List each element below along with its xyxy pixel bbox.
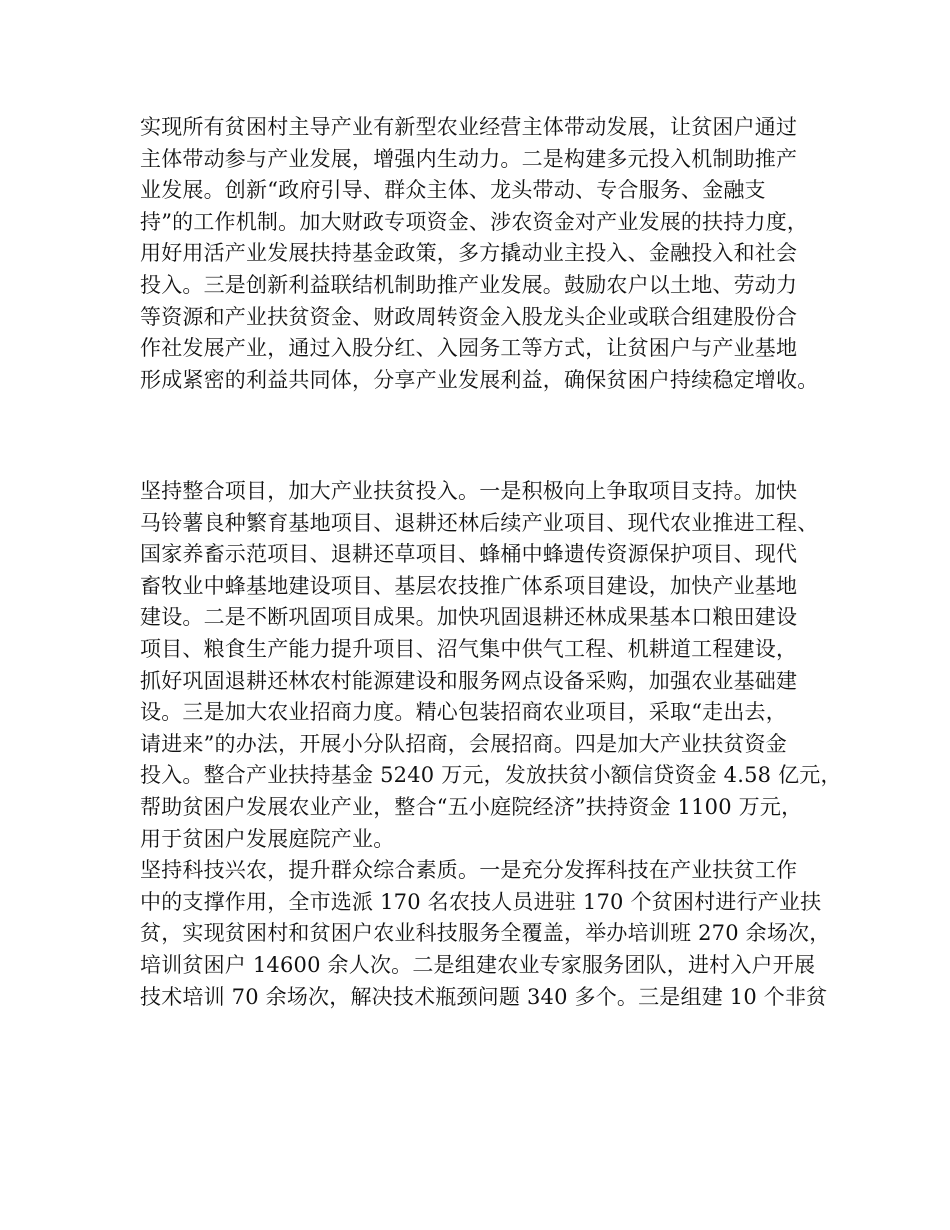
text-line: 帮助贫困户发展农业产业，整合“五小庭院经济”扶持资金 1100 万元， <box>140 794 803 819</box>
paragraph-2-and-3 <box>140 476 840 1013</box>
text-line: 请进来”的办法，开展小分队招商，会展招商。四是加大产业扶贫资金 <box>140 731 787 756</box>
text-line: 投入。三是创新利益联结机制助推产业发展。鼓励农户以土地、劳动力 <box>140 272 798 297</box>
text-line: 马铃薯良种繁育基地项目、退耕还林后续产业项目、现代农业推进工程、 <box>140 510 819 535</box>
paragraph-1 <box>140 112 840 396</box>
text-line: 技术培训 70 余场次，解决技术瓶颈问题 340 多个。三是组建 10 个非贫 <box>140 984 828 1009</box>
text-line: 持”的工作机制。加大财政专项资金、涉农资金对产业发展的扶持力度， <box>140 209 809 234</box>
text-line: 等资源和产业扶贫资金、财政周转资金入股龙头企业或联合组建股份合 <box>140 304 798 329</box>
text-line: 国家养畜示范项目、退耕还草项目、蜂桶中蜂遗传资源保护项目、现代 <box>140 542 798 567</box>
text-line: 主体带动参与产业发展，增强内生动力。二是构建多元投入机制助推产 <box>140 146 798 171</box>
text-line: 实现所有贫困村主导产业有新型农业经营主体带动发展，让贫困户通过 <box>140 115 798 139</box>
text-line: 用好用活产业发展扶持基金政策，多方撬动业主投入、金融投入和社会 <box>140 241 798 266</box>
text-line: 业发展。创新“政府引导、群众主体、龙头带动、专合服务、金融支 <box>140 178 766 203</box>
text-line: 项目、粮食生产能力提升项目、沼气集中供气工程、机耕道工程建设， <box>140 636 798 661</box>
text-line: 中的支撑作用，全市选派 170 名农技人员进驻 170 个贫困村进行产业扶 <box>140 889 822 914</box>
text-line: 建设。二是不断巩固项目成果。加快巩固退耕还林成果基本口粮田建设 <box>140 605 798 630</box>
text-line: 畜牧业中蜂基地建设项目、基层农技推广体系项目建设，加快产业基地 <box>140 573 798 598</box>
text-line: 抓好巩固退耕还林农村能源建设和服务网点设备采购，加强农业基础建 <box>140 668 798 693</box>
text-line: 形成紧密的利益共同体，分享产业发展利益，确保贫困户持续稳定增收。 <box>140 367 819 392</box>
text-line: 投入。整合产业扶持基金 5240 万元，发放扶贫小额信贷资金 4.58 亿元， <box>140 763 842 788</box>
text-line: 贫，实现贫困村和贫困户农业科技服务全覆盖，举办培训班 270 余场次， <box>140 921 831 946</box>
text-line: 用于贫困户发展庭院产业。 <box>140 826 395 851</box>
text-line: 设。三是加大农业招商力度。精心包装招商农业项目，采取“走出去， <box>140 700 787 725</box>
text-line: 培训贫困户 14600 余人次。二是组建农业专家服务团队，进村入户开展 <box>140 952 816 977</box>
text-line: 作社发展产业，通过入股分红、入园务工等方式，让贫困户与产业基地 <box>140 336 798 361</box>
text-line: 坚持科技兴农，提升群众综合素质。一是充分发挥科技在产业扶贫工作 <box>140 858 798 883</box>
text-line: 坚持整合项目，加大产业扶贫投入。一是积极向上争取项目支持。加快 <box>140 479 798 503</box>
